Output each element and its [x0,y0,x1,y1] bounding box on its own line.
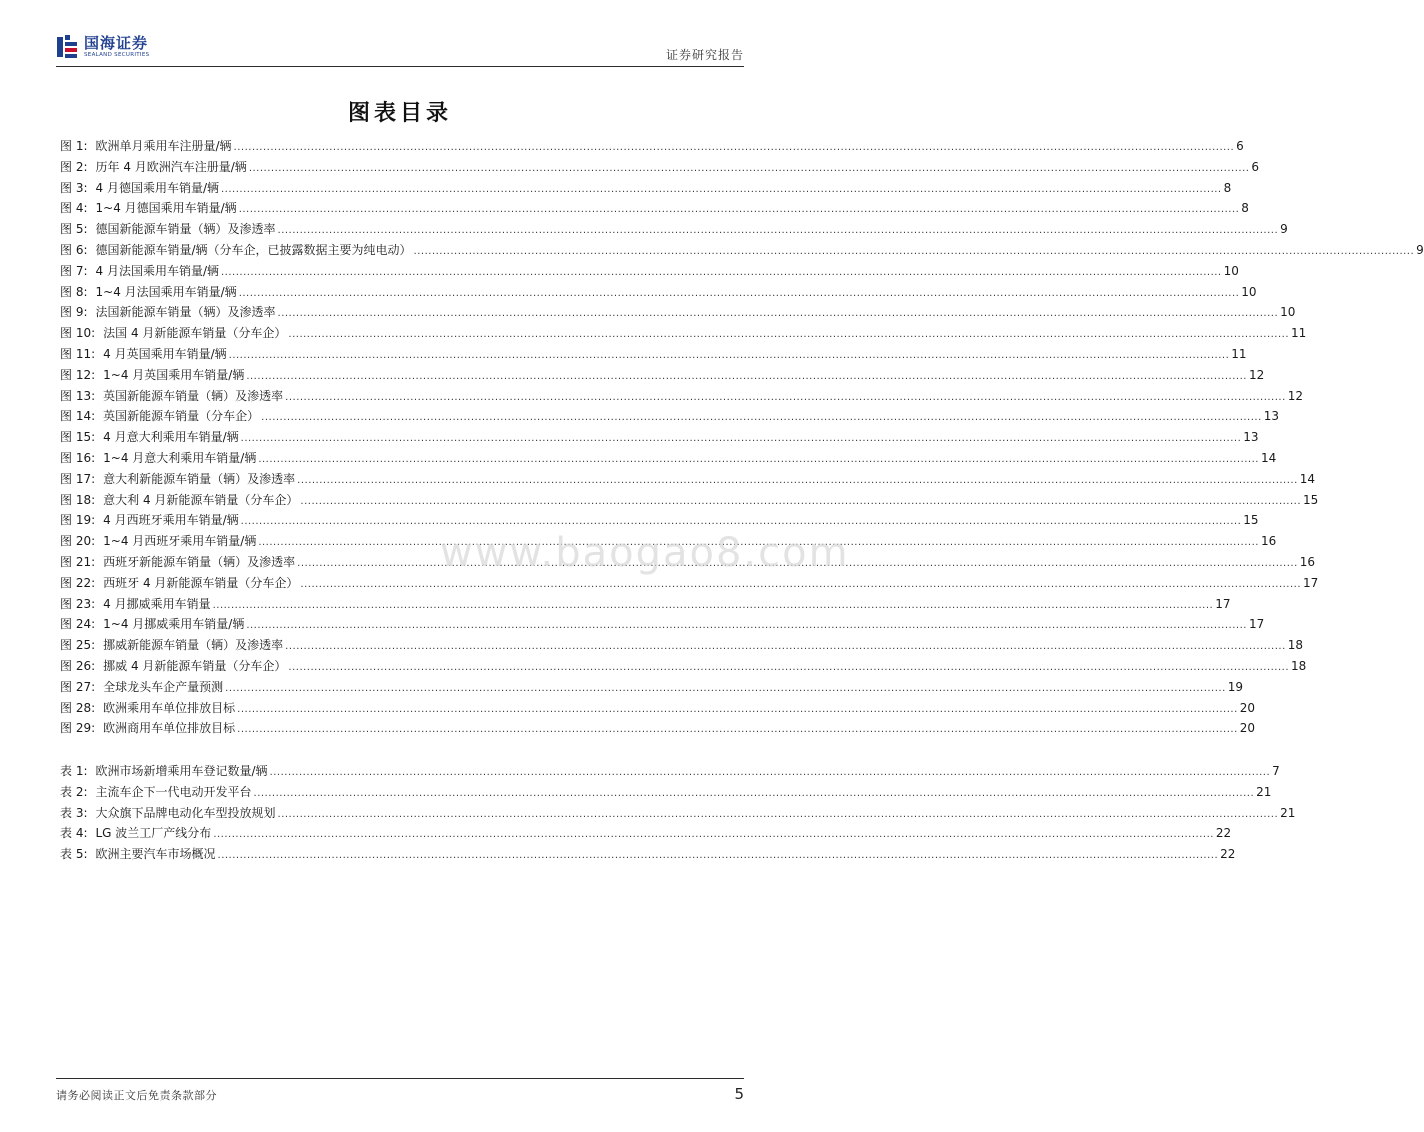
toc-dot-leader [234,138,1235,159]
toc-dot-leader [254,784,1255,805]
toc-entry-page: 22 [1220,847,1236,862]
toc-figure-entry[interactable] [60,282,1257,303]
toc-entry-label: 图 1: [60,139,88,153]
toc-dot-leader [213,825,1214,846]
toc-dot-leader [246,616,1247,637]
page-header [56,34,744,67]
toc-entry-page: 20 [1239,700,1256,715]
toc-entry-page: 13 [1243,430,1259,445]
toc-table-entry[interactable] [60,844,1236,865]
toc-entry-label: 表 2: [60,784,88,799]
toc-entry-title: 英国新能源车销量（分车企） [103,409,260,424]
toc-entry-title: LG 波兰工厂产线分布 [95,826,212,841]
toc-entry-title: 全球龙头车企产量预测 [103,679,224,694]
toc-entry-title: 挪威 4 月新能源车销量（分车企） [103,658,287,673]
toc-entry-page: 10 [1280,305,1296,320]
toc-entry-title: 挪威新能源车销量（辆）及渗透率 [103,638,284,653]
toc-figure-entry[interactable] [60,302,1296,323]
toc-entry-label: 图 28: [60,700,96,715]
toc-entry-page: 18 [1291,658,1307,673]
toc-entry-page: 12 [1287,388,1304,403]
toc-entry-title: 1~4 月德国乘用车销量/辆 [95,201,237,216]
toc-entry-label: 表 1: [60,764,88,778]
logo-english-name: SEALAND SECURITIES [84,52,150,58]
toc-entry-title: 英国新能源车销量（辆）及渗透率 [103,388,284,403]
toc-entry-page: 21 [1280,805,1296,820]
toc-entry-page: 17 [1215,596,1231,611]
toc-entry-page: 9 [1416,242,1424,257]
toc-entry-title: 西班牙 4 月新能源车销量（分车企） [103,575,299,590]
toc-entry-page: 16 [1299,554,1316,569]
toc-entry-label: 图 9: [60,305,88,320]
toc-figure-entry[interactable] [60,448,1277,469]
toc-figure-entry[interactable] [60,323,1307,344]
toc-dot-leader [300,575,1301,596]
toc-entry-title: 1~4 月英国乘用车销量/辆 [103,367,245,382]
toc-entry-title: 大众旗下品牌电动化车型投放规划 [95,805,276,820]
toc-entry-label: 图 22: [60,575,96,590]
toc-figure-entry[interactable] [60,240,1424,261]
toc-entry-title: 1~4 月西班牙乘用车销量/辆 [103,534,257,549]
toc-figure-entry[interactable] [60,261,1239,282]
toc-dot-leader [246,367,1247,388]
toc-dot-leader [229,346,1230,367]
toc-dot-leader [278,221,1279,242]
tables-list [60,761,1296,865]
toc-figure-entry[interactable] [60,677,1244,698]
toc-dot-leader [261,408,1262,429]
toc-dot-leader [288,325,1289,346]
toc-entry-title: 4 月意大利乘用车销量/辆 [103,430,239,445]
toc-entry-title: 意大利 4 月新能源车销量（分车企） [103,492,299,507]
toc-figure-entry[interactable] [60,469,1316,490]
toc-entry-label: 图 29: [60,721,96,736]
toc-dot-leader [288,658,1289,679]
toc-figure-entry[interactable] [60,510,1259,531]
toc-dot-leader [297,471,1298,492]
toc-entry-label: 图 16: [60,450,96,465]
toc-entry-page: 20 [1239,721,1256,736]
toc-entry-title: 欧洲单月乘用车注册量/辆 [95,139,232,153]
toc-entry-label: 图 17: [60,471,96,486]
toc-entry-title: 历年 4 月欧洲汽车注册量/辆 [95,159,247,174]
toc-entry-page: 14 [1299,471,1316,486]
toc-entry-page: 11 [1291,326,1307,341]
toc-entry-label: 图 5: [60,222,88,237]
toc-title: 图表目录 [347,101,452,126]
toc-entry-page: 17 [1303,575,1319,590]
toc-entry-label: 图 15: [60,430,96,445]
toc-figure-entry[interactable] [60,386,1304,407]
toc-entry-title: 4 月法国乘用车销量/辆 [95,263,219,278]
toc-figure-entry[interactable] [60,136,1244,157]
toc-entry-page: 15 [1303,492,1319,507]
toc-entry-page: 6 [1251,159,1260,174]
toc-dot-leader [221,263,1222,284]
toc-table-entry[interactable] [60,761,1280,782]
toc-figure-entry[interactable] [60,365,1265,386]
watermark: www.baogao8.com [440,530,850,576]
toc-table-entry[interactable] [60,823,1232,844]
toc-entry-page: 18 [1287,638,1304,653]
toc-entry-title: 4 月挪威乘用车销量 [103,596,211,611]
toc-dot-leader [237,720,1238,741]
toc-dot-leader [270,763,1271,784]
toc-figure-entry[interactable] [60,594,1231,615]
toc-figure-entry[interactable] [60,344,1247,365]
logo-chinese-name: 国海证券 [84,34,149,52]
toc-entry-title: 意大利新能源车销量（辆）及渗透率 [103,471,296,486]
toc-entry-label: 图 13: [60,388,96,403]
toc-entry-label: 表 4: [60,826,88,841]
toc-entry-label: 图 23: [60,596,96,611]
toc-dot-leader [258,450,1259,471]
toc-entry-label: 表 5: [60,847,88,862]
page-footer [56,1078,744,1109]
toc-entry-title: 4 月德国乘用车销量/辆 [95,180,219,195]
toc-entry-page: 22 [1215,826,1232,841]
toc-entry-page: 10 [1223,263,1239,278]
toc-figure-entry[interactable] [60,219,1288,240]
toc-dot-leader [414,242,1415,263]
toc-entry-title: 1~4 月法国乘用车销量/辆 [95,284,237,299]
toc-dot-leader [237,700,1238,721]
toc-figure-entry[interactable] [60,198,1249,219]
toc-entry-title: 主流车企下一代电动开发平台 [95,784,252,799]
toc-entry-page: 15 [1243,513,1259,528]
toc-entry-title: 法国 4 月新能源车销量（分车企） [103,326,287,341]
toc-entry-label: 图 19: [60,513,96,528]
toc-dot-leader [278,304,1279,325]
toc-dot-leader [249,159,1250,180]
toc-entry-label: 图 4: [60,201,88,216]
toc-dot-leader [221,180,1222,201]
toc-entry-label: 图 24: [60,617,96,632]
toc-figure-entry[interactable] [60,698,1256,719]
toc-figure-entry[interactable] [60,635,1304,656]
toc-entry-label: 图 26: [60,658,96,673]
toc-entry-label: 图 2: [60,159,88,174]
toc-entry-title: 欧洲乘用车单位排放目标 [103,700,236,715]
toc-entry-label: 图 8: [60,284,88,299]
toc-entry-page: 11 [1231,346,1247,361]
toc-entry-label: 图 18: [60,492,96,507]
toc-entry-page: 8 [1223,180,1232,195]
toc-figure-entry[interactable] [60,178,1232,199]
toc-entry-page: 6 [1236,139,1244,153]
disclaimer-text: 请务必阅读正文后免责条款部分 [56,1089,217,1102]
toc-entry-label: 图 11: [60,346,96,361]
toc-dot-leader [239,200,1240,221]
toc-entry-page: 7 [1272,764,1280,778]
toc-entry-page: 14 [1260,450,1277,465]
toc-figure-entry[interactable] [60,718,1256,739]
toc-entry-title: 4 月英国乘用车销量/辆 [103,346,227,361]
toc-entry-title: 1~4 月意大利乘用车销量/辆 [103,450,257,465]
toc-entry-page: 19 [1227,679,1244,694]
toc-entry-page: 17 [1248,617,1265,632]
toc-figure-entry[interactable] [60,427,1259,448]
toc-entry-label: 图 7: [60,263,88,278]
toc-entry-title: 法国新能源车销量（辆）及渗透率 [95,305,276,320]
toc-dot-leader [300,492,1301,513]
toc-table-entry[interactable] [60,803,1296,824]
toc-figure-entry[interactable] [60,490,1319,511]
sealand-logo-icon [56,34,78,60]
toc-dot-leader [225,679,1226,700]
report-type-label: 证券研究报告 [665,48,744,62]
toc-entry-label: 图 25: [60,638,96,653]
toc-entry-label: 图 20: [60,534,96,549]
toc-entry-label: 图 3: [60,180,88,195]
company-logo [56,34,149,60]
toc-entry-title: 欧洲市场新增乘用车登记数量/辆 [95,764,268,778]
toc-entry-page: 21 [1256,784,1272,799]
toc-entry-label: 图 21: [60,554,96,569]
toc-entry-title: 1~4 月挪威乘用车销量/辆 [103,617,245,632]
figures-list [60,136,1424,739]
toc-dot-leader [285,388,1286,409]
toc-entry-label: 图 14: [60,409,96,424]
toc-dot-leader [285,637,1286,658]
toc-entry-page: 12 [1248,367,1265,382]
toc-dot-leader [278,805,1279,826]
toc-entry-title: 西班牙新能源车销量（辆）及渗透率 [103,554,296,569]
toc-table-entry[interactable] [60,782,1272,803]
toc-figure-entry[interactable] [60,614,1265,635]
toc-figure-entry[interactable] [60,157,1260,178]
toc-entry-page: 8 [1241,201,1249,216]
toc-entry-page: 16 [1260,534,1277,549]
toc-entry-page: 10 [1241,284,1257,299]
toc-entry-label: 图 27: [60,679,96,694]
toc-figure-entry[interactable] [60,656,1307,677]
toc-dot-leader [239,284,1240,305]
toc-figure-entry[interactable] [60,406,1280,427]
toc-dot-leader [241,429,1242,450]
toc-entry-page: 9 [1280,222,1288,237]
toc-entry-label: 表 3: [60,805,88,820]
toc-dot-leader [218,846,1219,867]
toc-entry-label: 图 10: [60,326,96,341]
toc-entry-label: 图 6: [60,242,88,257]
toc-entry-title: 德国新能源车销量/辆（分车企，已披露数据主要为纯电动） [95,242,412,257]
toc-dot-leader [213,596,1214,617]
toc-entry-label: 图 12: [60,367,96,382]
toc-entry-title: 欧洲主要汽车市场概况 [95,847,216,862]
toc-entry-page: 13 [1263,409,1280,424]
toc-entry-title: 欧洲商用车单位排放目标 [103,721,236,736]
toc-entry-title: 4 月西班牙乘用车销量/辆 [103,513,239,528]
page-number: 5 [734,1085,744,1103]
toc-entry-title: 德国新能源车销量（辆）及渗透率 [95,222,276,237]
